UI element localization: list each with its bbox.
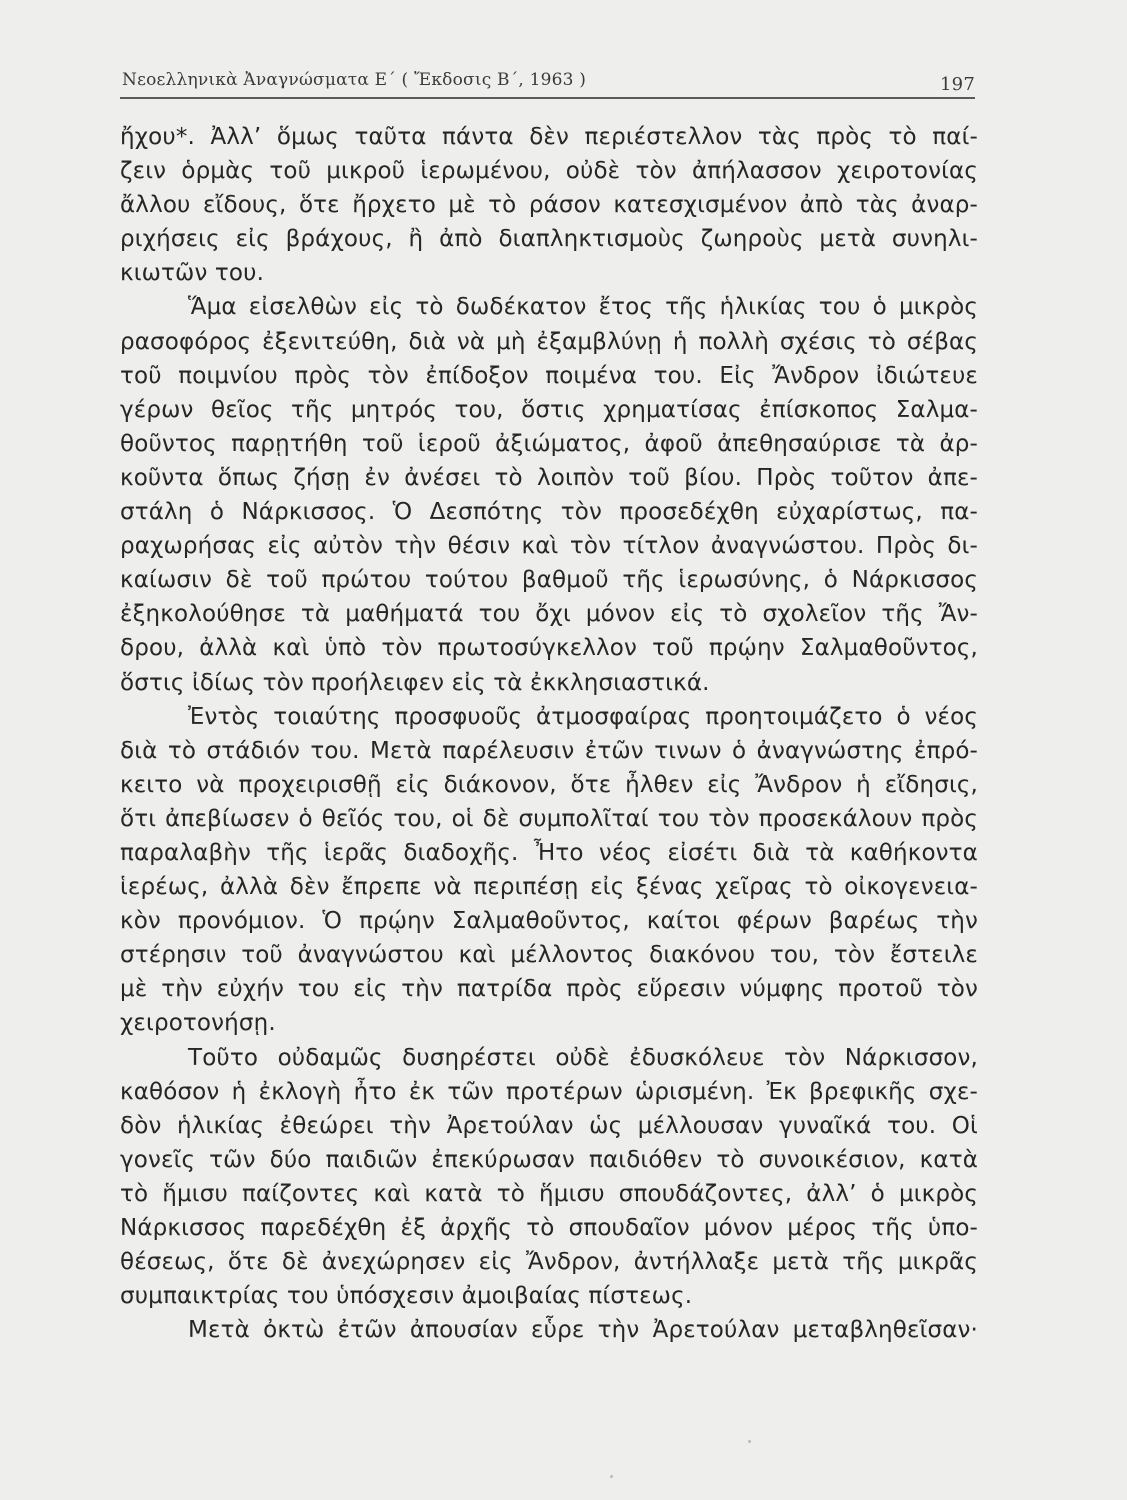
text-line: κειτο νὰ προχειρισθῇ εἰς διάκονον, ὅτε ἦλθεν εἰς Ἄνδρον ἡ εἴδησις, bbox=[120, 771, 978, 798]
text-line: γονεῖς τῶν δύο παιδιῶν ἐπεκύρωσαν παιδιόθεν τὸ συνοικέσιον, κατὰ bbox=[120, 1146, 978, 1173]
text-line: στέρησιν τοῦ ἀναγνώστου καὶ μέλλοντος διακόνου του, τὸν ἔστειλε bbox=[120, 942, 978, 969]
text-line: ζειν ὁρμὰς τοῦ μικροῦ ἱερωμένου, οὐδὲ τὸν ἀπήλασσον χειροτονίας bbox=[120, 158, 978, 185]
text-line: κὸν προνόμιον. Ὁ πρῴην Σαλμαθοῦντος, καίτοι φέρων βαρέως τὴν bbox=[120, 908, 978, 935]
text-line: ρασοφόρος ἐξενιτεύθη, διὰ νὰ μὴ ἐξαμβλύνῃ ἡ πολλὴ σχέσις τὸ σέβας bbox=[120, 328, 978, 355]
text-line: Μετὰ ὀκτὼ ἐτῶν ἀπουσίαν εὗρε τὴν Ἀρετούλαν μεταβληθεῖσαν· bbox=[188, 1317, 978, 1344]
paper-speck bbox=[748, 1440, 751, 1443]
text-line: ἐξηκολούθησε τὰ μαθήματά του ὄχι μόνον εἰς τὸ σχολεῖον τῆς Ἄν- bbox=[120, 601, 978, 628]
text-line: κοῦντα ὅπως ζήσῃ ἐν ἀνέσει τὸ λοιπὸν τοῦ βίου. Πρὸς τοῦτον ἀπε- bbox=[120, 464, 978, 491]
text-line: Τοῦτο οὐδαμῶς δυσηρέστει οὐδὲ ἐδυσκόλευε τὸν Νάρκισσον, bbox=[188, 1044, 978, 1071]
text-line: παραλαβὴν τῆς ἱερᾶς διαδοχῆς. Ἦτο νέος εἰσέτι διὰ τὰ καθήκοντα bbox=[120, 839, 978, 866]
text-line: καθόσον ἡ ἐκλογὴ ἦτο ἐκ τῶν προτέρων ὡρισμένη. Ἐκ βρεφικῆς σχε- bbox=[120, 1078, 978, 1105]
text-line: τὸ ἥμισυ παίζοντες καὶ κατὰ τὸ ἥμισυ σπουδάζοντες, ἀλλ’ ὁ μικρὸς bbox=[120, 1180, 978, 1207]
text-line: συμπαικτρίας του ὑπόσχεσιν ἀμοιβαίας πίστεως. bbox=[120, 1283, 693, 1310]
text-line: μὲ τὴν εὐχήν του εἰς τὴν πατρίδα πρὸς εὕρεσιν νύμφης προτοῦ τὸν bbox=[120, 976, 978, 1003]
text-line: ἤχου*. Ἀλλ’ ὅμως ταῦτα πάντα δὲν περιέστελλον τὰς πρὸς τὸ παί- bbox=[120, 124, 978, 150]
header-rule bbox=[120, 97, 975, 99]
text-line: ἱερέως, ἀλλὰ δὲν ἔπρεπε νὰ περιπέσῃ εἰς ξένας χεῖρας τὸ οἰκογενεια- bbox=[120, 874, 978, 901]
page-number: 197 bbox=[940, 74, 975, 95]
body-text bbox=[120, 120, 978, 1347]
text-line: θοῦντος παρῃτήθη τοῦ ἱεροῦ ἀξιώματος, ἀφοῦ ἀπεθησαύρισε τὰ ἀρ- bbox=[120, 430, 978, 457]
text-line: ἄλλου εἴδους, ὅτε ἤρχετο μὲ τὸ ράσον κατεσχισμένον ἀπὸ τὰς ἀναρ- bbox=[120, 192, 978, 219]
text-line: Ἅμα εἰσελθὼν εἰς τὸ δωδέκατον ἔτος τῆς ἡλικίας του ὁ μικρὸς bbox=[188, 294, 978, 321]
running-head-title: Νεοελληνικὰ Ἀναγνώσματα Ε΄ ( Ἔκδοσις Β΄, 1963 ) bbox=[122, 70, 587, 90]
text-line: διὰ τὸ στάδιόν του. Μετὰ παρέλευσιν ἐτῶν τινων ὁ ἀναγνώστης ἐπρό- bbox=[120, 737, 978, 764]
text-line: ριχήσεις εἰς βράχους, ἢ ἀπὸ διαπληκτισμοὺς ζωηροὺς μετὰ συνηλι- bbox=[120, 226, 978, 253]
text-line: στάλη ὁ Νάρκισσος. Ὁ Δεσπότης τὸν προσεδέχθη εὐχαρίστως, πα- bbox=[120, 499, 978, 526]
text-line: ραχωρήσας εἰς αὐτὸν τὴν θέσιν καὶ τὸν τίτλον ἀναγνώστου. Πρὸς δι- bbox=[120, 533, 978, 560]
text-line: γέρων θεῖος τῆς μητρός του, ὅστις χρηματίσας ἐπίσκοπος Σαλμα- bbox=[120, 396, 978, 423]
text-line: δὸν ἡλικίας ἐθεώρει τὴν Ἀρετούλαν ὡς μέλλουσαν γυναῖκά του. Οἱ bbox=[120, 1112, 978, 1139]
text-line: Νάρκισσος παρεδέχθη ἐξ ἀρχῆς τὸ σπουδαῖον μόνον μέρος τῆς ὑπο- bbox=[120, 1215, 978, 1241]
text-line: χειροτονήσῃ. bbox=[120, 1010, 276, 1037]
text-line: καίωσιν δὲ τοῦ πρώτου τούτου βαθμοῦ τῆς ἱερωσύνης, ὁ Νάρκισσος bbox=[120, 567, 978, 594]
text-line: τοῦ ποιμνίου πρὸς τὸν ἐπίδοξον ποιμένα του. Εἰς Ἄνδρον ἰδιώτευε bbox=[120, 362, 978, 389]
text-line: Ἐντὸς τοιαύτης προσφυοῦς ἀτμοσφαίρας προητοιμάζετο ὁ νέος bbox=[188, 703, 978, 730]
text-line: κιωτῶν του. bbox=[120, 260, 265, 287]
text-line: θέσεως, ὅτε δὲ ἀνεχώρησεν εἰς Ἄνδρον, ἀντήλλαξε μετὰ τῆς μικρᾶς bbox=[120, 1249, 978, 1276]
text-line: δρου, ἀλλὰ καὶ ὑπὸ τὸν πρωτοσύγκελλον τοῦ πρῴην Σαλμαθοῦντος, bbox=[120, 635, 978, 662]
text-line: ὅτι ἀπεβίωσεν ὁ θεῖός του, οἱ δὲ συμπολῖταί του τὸν προσεκάλουν πρὸς bbox=[120, 805, 978, 832]
running-head bbox=[122, 66, 975, 96]
text-line: ὅστις ἰδίως τὸν προήλειφεν εἰς τὰ ἐκκλησιαστικά. bbox=[120, 669, 710, 696]
paper-speck bbox=[610, 1475, 613, 1478]
